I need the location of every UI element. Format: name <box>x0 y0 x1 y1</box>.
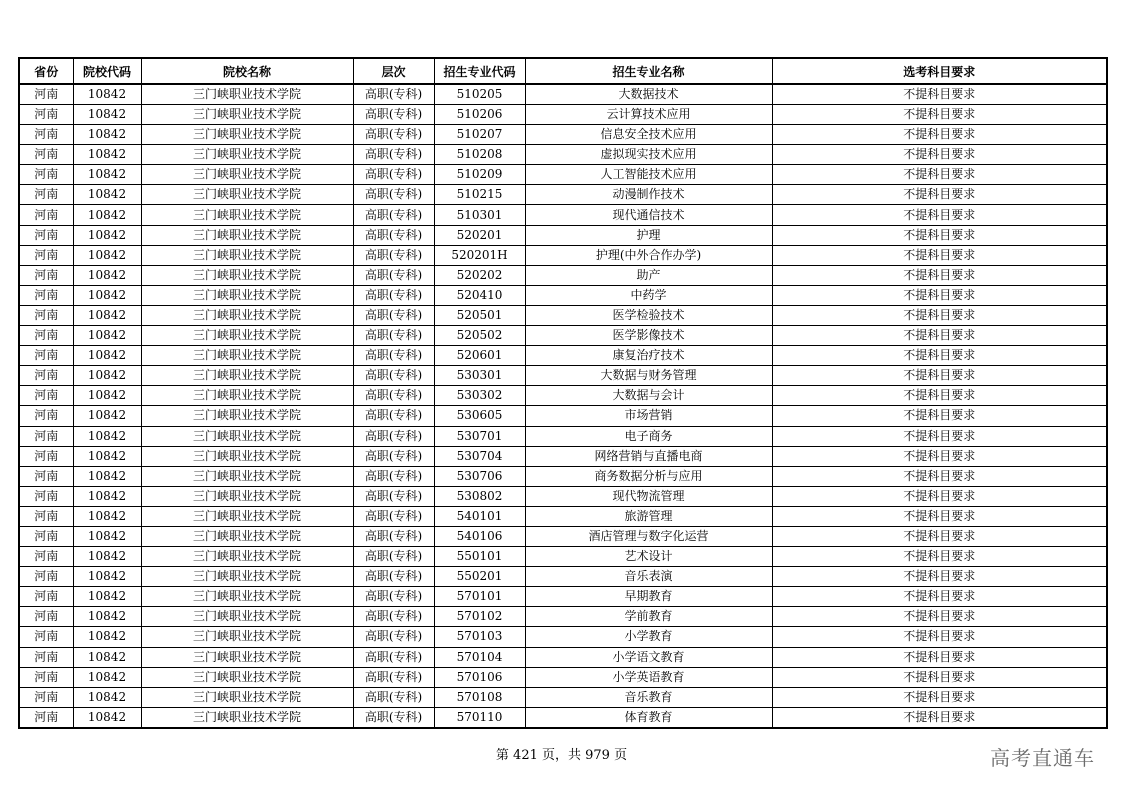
cell-subject-requirement: 不提科目要求 <box>772 265 1107 285</box>
cell-subject-requirement: 不提科目要求 <box>772 185 1107 205</box>
cell-major-code: 530802 <box>434 486 525 506</box>
cell-level: 高职(专科) <box>353 567 434 587</box>
cell-subject-requirement: 不提科目要求 <box>772 587 1107 607</box>
cell-subject-requirement: 不提科目要求 <box>772 105 1107 125</box>
cell-subject-requirement: 不提科目要求 <box>772 366 1107 386</box>
cell-subject-requirement: 不提科目要求 <box>772 84 1107 105</box>
cell-major-name: 小学语文教育 <box>525 647 772 667</box>
cell-major-code: 570104 <box>434 647 525 667</box>
cell-school-code: 10842 <box>73 245 141 265</box>
cell-province: 河南 <box>19 647 73 667</box>
cell-major-code: 510208 <box>434 145 525 165</box>
cell-major-code: 570106 <box>434 667 525 687</box>
cell-major-name: 小学教育 <box>525 627 772 647</box>
cell-school-code: 10842 <box>73 466 141 486</box>
header-level: 层次 <box>353 58 434 84</box>
cell-subject-requirement: 不提科目要求 <box>772 225 1107 245</box>
table-row <box>19 607 1107 627</box>
table-row <box>19 386 1107 406</box>
cell-subject-requirement: 不提科目要求 <box>772 305 1107 325</box>
cell-subject-requirement: 不提科目要求 <box>772 687 1107 707</box>
cell-major-code: 510301 <box>434 205 525 225</box>
table-row <box>19 185 1107 205</box>
cell-level: 高职(专科) <box>353 446 434 466</box>
cell-level: 高职(专科) <box>353 506 434 526</box>
cell-level: 高职(专科) <box>353 366 434 386</box>
cell-school-code: 10842 <box>73 265 141 285</box>
table-row <box>19 305 1107 325</box>
cell-school-name: 三门峡职业技术学院 <box>141 587 353 607</box>
table-row <box>19 486 1107 506</box>
cell-subject-requirement: 不提科目要求 <box>772 145 1107 165</box>
cell-school-name: 三门峡职业技术学院 <box>141 125 353 145</box>
cell-school-code: 10842 <box>73 587 141 607</box>
cell-level: 高职(专科) <box>353 125 434 145</box>
cell-school-name: 三门峡职业技术学院 <box>141 305 353 325</box>
cell-school-code: 10842 <box>73 406 141 426</box>
cell-school-code: 10842 <box>73 667 141 687</box>
cell-school-name: 三门峡职业技术学院 <box>141 526 353 546</box>
cell-school-code: 10842 <box>73 125 141 145</box>
cell-level: 高职(专科) <box>353 466 434 486</box>
cell-level: 高职(专科) <box>353 245 434 265</box>
cell-school-code: 10842 <box>73 627 141 647</box>
cell-major-code: 520502 <box>434 326 525 346</box>
cell-subject-requirement: 不提科目要求 <box>772 547 1107 567</box>
cell-major-name: 艺术设计 <box>525 547 772 567</box>
cell-subject-requirement: 不提科目要求 <box>772 506 1107 526</box>
table-row <box>19 707 1107 728</box>
table-header-row <box>19 58 1107 84</box>
cell-major-name: 音乐教育 <box>525 687 772 707</box>
cell-level: 高职(专科) <box>353 386 434 406</box>
cell-major-name: 体育教育 <box>525 707 772 728</box>
cell-school-code: 10842 <box>73 547 141 567</box>
table-row <box>19 265 1107 285</box>
cell-level: 高职(专科) <box>353 326 434 346</box>
cell-school-name: 三门峡职业技术学院 <box>141 205 353 225</box>
cell-major-code: 510206 <box>434 105 525 125</box>
cell-school-code: 10842 <box>73 647 141 667</box>
cell-school-code: 10842 <box>73 567 141 587</box>
cell-province: 河南 <box>19 687 73 707</box>
cell-province: 河南 <box>19 125 73 145</box>
cell-province: 河南 <box>19 265 73 285</box>
watermark-logo: 高考直通车 <box>990 746 1095 770</box>
cell-level: 高职(专科) <box>353 265 434 285</box>
cell-school-name: 三门峡职业技术学院 <box>141 185 353 205</box>
cell-level: 高职(专科) <box>353 587 434 607</box>
cell-major-name: 网络营销与直播电商 <box>525 446 772 466</box>
cell-subject-requirement: 不提科目要求 <box>772 647 1107 667</box>
cell-major-code: 530605 <box>434 406 525 426</box>
cell-school-name: 三门峡职业技术学院 <box>141 84 353 105</box>
cell-school-code: 10842 <box>73 506 141 526</box>
cell-subject-requirement: 不提科目要求 <box>772 526 1107 546</box>
cell-major-code: 530302 <box>434 386 525 406</box>
cell-province: 河南 <box>19 426 73 446</box>
table-row <box>19 366 1107 386</box>
cell-school-name: 三门峡职业技术学院 <box>141 245 353 265</box>
cell-province: 河南 <box>19 607 73 627</box>
cell-school-code: 10842 <box>73 707 141 728</box>
cell-school-name: 三门峡职业技术学院 <box>141 285 353 305</box>
cell-province: 河南 <box>19 326 73 346</box>
table-row <box>19 567 1107 587</box>
cell-school-name: 三门峡职业技术学院 <box>141 105 353 125</box>
header-school-code: 院校代码 <box>73 58 141 84</box>
cell-subject-requirement: 不提科目要求 <box>772 125 1107 145</box>
cell-major-name: 云计算技术应用 <box>525 105 772 125</box>
cell-subject-requirement: 不提科目要求 <box>772 667 1107 687</box>
cell-subject-requirement: 不提科目要求 <box>772 466 1107 486</box>
table-row <box>19 466 1107 486</box>
cell-major-name: 动漫制作技术 <box>525 185 772 205</box>
cell-level: 高职(专科) <box>353 145 434 165</box>
cell-subject-requirement: 不提科目要求 <box>772 446 1107 466</box>
cell-school-name: 三门峡职业技术学院 <box>141 647 353 667</box>
cell-school-name: 三门峡职业技术学院 <box>141 225 353 245</box>
cell-level: 高职(专科) <box>353 647 434 667</box>
cell-school-code: 10842 <box>73 386 141 406</box>
cell-major-name: 大数据与财务管理 <box>525 366 772 386</box>
cell-school-code: 10842 <box>73 225 141 245</box>
cell-major-code: 510215 <box>434 185 525 205</box>
cell-school-code: 10842 <box>73 486 141 506</box>
cell-subject-requirement: 不提科目要求 <box>772 627 1107 647</box>
cell-major-name: 护理(中外合作办学) <box>525 245 772 265</box>
cell-major-name: 大数据技术 <box>525 84 772 105</box>
cell-major-name: 现代通信技术 <box>525 205 772 225</box>
cell-major-code: 510205 <box>434 84 525 105</box>
cell-school-code: 10842 <box>73 346 141 366</box>
table-row <box>19 446 1107 466</box>
table-row <box>19 426 1107 446</box>
cell-subject-requirement: 不提科目要求 <box>772 386 1107 406</box>
cell-school-name: 三门峡职业技术学院 <box>141 567 353 587</box>
cell-province: 河南 <box>19 667 73 687</box>
cell-major-name: 中药学 <box>525 285 772 305</box>
cell-major-name: 虚拟现实技术应用 <box>525 145 772 165</box>
cell-level: 高职(专科) <box>353 225 434 245</box>
cell-major-code: 530301 <box>434 366 525 386</box>
cell-major-code: 520201H <box>434 245 525 265</box>
table-row <box>19 587 1107 607</box>
cell-major-code: 510207 <box>434 125 525 145</box>
cell-level: 高职(专科) <box>353 205 434 225</box>
cell-level: 高职(专科) <box>353 547 434 567</box>
cell-major-name: 酒店管理与数字化运营 <box>525 526 772 546</box>
cell-province: 河南 <box>19 346 73 366</box>
cell-province: 河南 <box>19 145 73 165</box>
cell-province: 河南 <box>19 466 73 486</box>
table-row <box>19 225 1107 245</box>
cell-level: 高职(专科) <box>353 426 434 446</box>
cell-major-code: 540106 <box>434 526 525 546</box>
cell-subject-requirement: 不提科目要求 <box>772 567 1107 587</box>
cell-level: 高职(专科) <box>353 707 434 728</box>
cell-subject-requirement: 不提科目要求 <box>772 426 1107 446</box>
cell-major-code: 510209 <box>434 165 525 185</box>
cell-subject-requirement: 不提科目要求 <box>772 285 1107 305</box>
cell-major-code: 530706 <box>434 466 525 486</box>
cell-subject-requirement: 不提科目要求 <box>772 245 1107 265</box>
cell-school-code: 10842 <box>73 84 141 105</box>
cell-major-name: 早期教育 <box>525 587 772 607</box>
table-body <box>19 84 1107 728</box>
cell-school-name: 三门峡职业技术学院 <box>141 707 353 728</box>
cell-subject-requirement: 不提科目要求 <box>772 165 1107 185</box>
cell-school-code: 10842 <box>73 185 141 205</box>
cell-province: 河南 <box>19 285 73 305</box>
cell-school-code: 10842 <box>73 326 141 346</box>
table-row <box>19 346 1107 366</box>
table-row <box>19 667 1107 687</box>
cell-school-name: 三门峡职业技术学院 <box>141 607 353 627</box>
cell-major-name: 现代物流管理 <box>525 486 772 506</box>
cell-province: 河南 <box>19 165 73 185</box>
cell-province: 河南 <box>19 587 73 607</box>
cell-province: 河南 <box>19 627 73 647</box>
cell-level: 高职(专科) <box>353 486 434 506</box>
cell-major-name: 护理 <box>525 225 772 245</box>
cell-school-name: 三门峡职业技术学院 <box>141 667 353 687</box>
cell-school-name: 三门峡职业技术学院 <box>141 165 353 185</box>
cell-major-name: 助产 <box>525 265 772 285</box>
cell-school-name: 三门峡职业技术学院 <box>141 486 353 506</box>
cell-major-code: 550101 <box>434 547 525 567</box>
cell-level: 高职(专科) <box>353 526 434 546</box>
cell-school-code: 10842 <box>73 165 141 185</box>
cell-major-code: 520410 <box>434 285 525 305</box>
table-row <box>19 326 1107 346</box>
table-row <box>19 105 1107 125</box>
cell-province: 河南 <box>19 506 73 526</box>
header-province: 省份 <box>19 58 73 84</box>
header-school-name: 院校名称 <box>141 58 353 84</box>
table-row <box>19 285 1107 305</box>
page-number: 第 421 页，共 979 页 <box>495 748 628 763</box>
cell-school-code: 10842 <box>73 105 141 125</box>
cell-province: 河南 <box>19 205 73 225</box>
admission-table <box>18 57 1108 729</box>
table-header <box>19 58 1107 84</box>
cell-school-name: 三门峡职业技术学院 <box>141 386 353 406</box>
cell-province: 河南 <box>19 105 73 125</box>
cell-school-code: 10842 <box>73 145 141 165</box>
cell-province: 河南 <box>19 366 73 386</box>
cell-major-code: 530701 <box>434 426 525 446</box>
cell-school-name: 三门峡职业技术学院 <box>141 326 353 346</box>
cell-major-code: 520501 <box>434 305 525 325</box>
table-row <box>19 506 1107 526</box>
cell-school-code: 10842 <box>73 526 141 546</box>
cell-subject-requirement: 不提科目要求 <box>772 486 1107 506</box>
cell-major-name: 小学英语教育 <box>525 667 772 687</box>
cell-level: 高职(专科) <box>353 165 434 185</box>
cell-level: 高职(专科) <box>353 185 434 205</box>
cell-province: 河南 <box>19 526 73 546</box>
cell-school-name: 三门峡职业技术学院 <box>141 346 353 366</box>
cell-school-name: 三门峡职业技术学院 <box>141 687 353 707</box>
cell-level: 高职(专科) <box>353 285 434 305</box>
header-major-name: 招生专业名称 <box>525 58 772 84</box>
cell-province: 河南 <box>19 305 73 325</box>
cell-major-name: 大数据与会计 <box>525 386 772 406</box>
cell-subject-requirement: 不提科目要求 <box>772 707 1107 728</box>
cell-major-name: 学前教育 <box>525 607 772 627</box>
cell-subject-requirement: 不提科目要求 <box>772 346 1107 366</box>
cell-level: 高职(专科) <box>353 305 434 325</box>
cell-subject-requirement: 不提科目要求 <box>772 205 1107 225</box>
cell-major-code: 570102 <box>434 607 525 627</box>
cell-level: 高职(专科) <box>353 346 434 366</box>
table-row <box>19 687 1107 707</box>
cell-school-name: 三门峡职业技术学院 <box>141 547 353 567</box>
cell-subject-requirement: 不提科目要求 <box>772 406 1107 426</box>
cell-major-name: 人工智能技术应用 <box>525 165 772 185</box>
cell-school-name: 三门峡职业技术学院 <box>141 426 353 446</box>
cell-school-code: 10842 <box>73 607 141 627</box>
cell-school-name: 三门峡职业技术学院 <box>141 506 353 526</box>
cell-level: 高职(专科) <box>353 406 434 426</box>
table-row <box>19 205 1107 225</box>
cell-province: 河南 <box>19 486 73 506</box>
cell-major-code: 540101 <box>434 506 525 526</box>
table-row <box>19 627 1107 647</box>
cell-school-name: 三门峡职业技术学院 <box>141 446 353 466</box>
cell-province: 河南 <box>19 707 73 728</box>
cell-province: 河南 <box>19 386 73 406</box>
header-subject-requirement: 选考科目要求 <box>772 58 1107 84</box>
cell-major-code: 530704 <box>434 446 525 466</box>
cell-province: 河南 <box>19 225 73 245</box>
table-row <box>19 406 1107 426</box>
table-row <box>19 145 1107 165</box>
cell-school-code: 10842 <box>73 687 141 707</box>
cell-school-code: 10842 <box>73 305 141 325</box>
cell-major-name: 医学影像技术 <box>525 326 772 346</box>
table-row <box>19 165 1107 185</box>
cell-subject-requirement: 不提科目要求 <box>772 607 1107 627</box>
cell-major-name: 医学检验技术 <box>525 305 772 325</box>
cell-school-code: 10842 <box>73 366 141 386</box>
cell-level: 高职(专科) <box>353 84 434 105</box>
cell-school-code: 10842 <box>73 426 141 446</box>
cell-major-code: 520202 <box>434 265 525 285</box>
cell-school-code: 10842 <box>73 285 141 305</box>
table-row <box>19 647 1107 667</box>
table-row <box>19 245 1107 265</box>
cell-major-name: 音乐表演 <box>525 567 772 587</box>
cell-major-name: 电子商务 <box>525 426 772 446</box>
cell-level: 高职(专科) <box>353 607 434 627</box>
cell-major-name: 康复治疗技术 <box>525 346 772 366</box>
cell-major-code: 570108 <box>434 687 525 707</box>
cell-school-name: 三门峡职业技术学院 <box>141 627 353 647</box>
table-row <box>19 547 1107 567</box>
cell-province: 河南 <box>19 446 73 466</box>
cell-school-code: 10842 <box>73 446 141 466</box>
header-major-code: 招生专业代码 <box>434 58 525 84</box>
cell-major-name: 商务数据分析与应用 <box>525 466 772 486</box>
cell-level: 高职(专科) <box>353 687 434 707</box>
cell-major-code: 570101 <box>434 587 525 607</box>
table-row <box>19 125 1107 145</box>
cell-school-name: 三门峡职业技术学院 <box>141 265 353 285</box>
cell-province: 河南 <box>19 406 73 426</box>
cell-level: 高职(专科) <box>353 667 434 687</box>
cell-school-name: 三门峡职业技术学院 <box>141 145 353 165</box>
cell-province: 河南 <box>19 567 73 587</box>
cell-school-name: 三门峡职业技术学院 <box>141 406 353 426</box>
cell-major-name: 信息安全技术应用 <box>525 125 772 145</box>
table-row <box>19 526 1107 546</box>
cell-school-name: 三门峡职业技术学院 <box>141 466 353 486</box>
cell-level: 高职(专科) <box>353 627 434 647</box>
cell-level: 高职(专科) <box>353 105 434 125</box>
cell-major-code: 570110 <box>434 707 525 728</box>
cell-major-code: 520601 <box>434 346 525 366</box>
cell-major-code: 570103 <box>434 627 525 647</box>
cell-major-name: 旅游管理 <box>525 506 772 526</box>
cell-major-name: 市场营销 <box>525 406 772 426</box>
cell-major-code: 550201 <box>434 567 525 587</box>
cell-major-code: 520201 <box>434 225 525 245</box>
cell-province: 河南 <box>19 245 73 265</box>
cell-school-code: 10842 <box>73 205 141 225</box>
cell-school-name: 三门峡职业技术学院 <box>141 366 353 386</box>
cell-province: 河南 <box>19 185 73 205</box>
cell-subject-requirement: 不提科目要求 <box>772 326 1107 346</box>
cell-province: 河南 <box>19 84 73 105</box>
cell-province: 河南 <box>19 547 73 567</box>
table-row <box>19 84 1107 105</box>
